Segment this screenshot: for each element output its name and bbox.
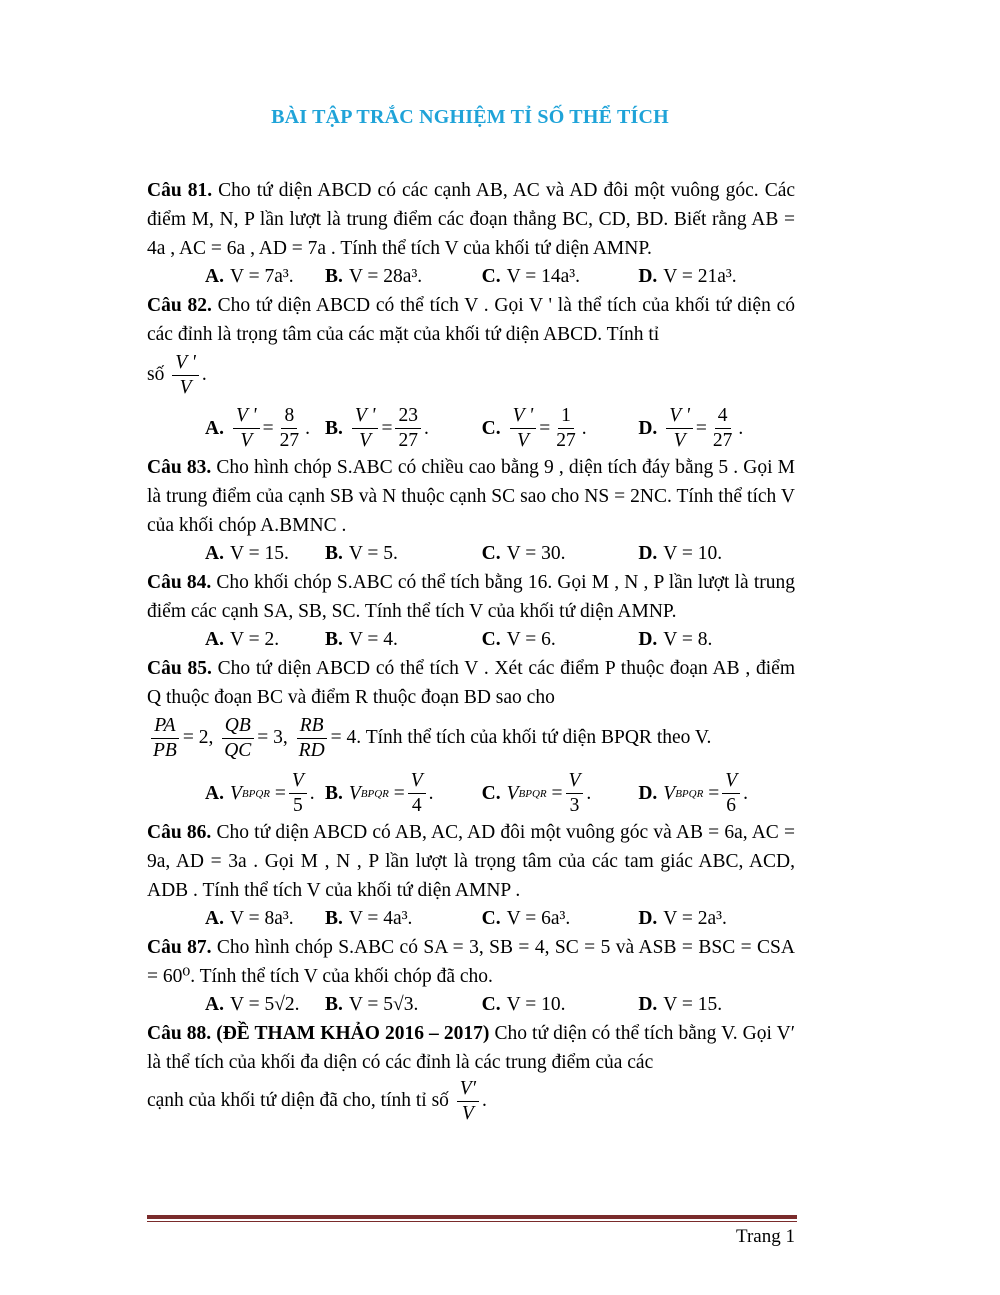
question-number: Câu 86. xyxy=(147,822,212,843)
question-number: Câu 85. xyxy=(147,658,212,679)
answer-options xyxy=(147,626,795,654)
answer-c[interactable]: C. $\frac{V '}{V}$ = $\frac{1}{27}$ . xyxy=(481,405,587,451)
question-text: Cho tứ diện ABCD có các cạnh AB, AC và AD đôi một vuông góc. Các điểm M, N, P lần lượt là trung điểm các đoạn thẳng BC, CD, BD. Biết rằng AB = 4a , AC = 6a , AD = 7a . Tính thể tích V của khối tứ diện AMNP. xyxy=(147,180,796,259)
question-81 xyxy=(147,176,795,263)
answer-b[interactable]: B. V = 4a³. xyxy=(324,908,413,929)
page-number: Trang 1 xyxy=(736,1226,795,1247)
question-83 xyxy=(147,453,795,540)
answer-a[interactable]: A. $\frac{V '}{V}$ = $\frac{8}{27}$ . xyxy=(205,405,310,451)
fraction: $\frac{V'}{V}$ xyxy=(457,1077,479,1126)
question-text: Cho tứ diện ABCD có AB, AC, AD đôi một vuông góc và AB = 6a, AC = 9a, AD = 3a . Gọi M , N , P lần lượt là trọng tâm của các tam giác ABC, ACD, ADB . Tính thể tích V của khối tứ diện AMNP . xyxy=(147,822,795,901)
question-number: Câu 81. xyxy=(147,180,213,201)
question-text: Cho tứ diện ABCD có thể tích V . Xét các điểm P thuộc đoạn AB , điểm Q thuộc đoạn BC và điểm R thuộc đoạn BD sao cho xyxy=(147,658,795,708)
answer-b[interactable]: B. V BPQR = $\frac{V}{4}$ . xyxy=(324,770,434,816)
answer-b[interactable]: B. V = 4. xyxy=(324,629,398,650)
answer-c[interactable]: C. V = 30. xyxy=(481,543,566,564)
fraction: $\frac{V '}{V}$ xyxy=(172,351,199,400)
question-text: Cho hình chóp S.ABC có SA = 3, SB = 4, SC = 5 và ASB = BSC = CSA = 60⁰. Tính thể tích V của khối chóp đã cho. xyxy=(147,937,795,987)
answer-d[interactable]: D. V = 21a³. xyxy=(638,266,737,287)
answer-b[interactable]: B. $\frac{V '}{V}$ = $\frac{23}{27}$ . xyxy=(324,405,429,451)
question-85-condition: $\frac{PA}{PB}$ = 2, $\frac{QB}{QC}$ = 3, $\frac{RB}{RD}$ = 4. Tính thể tích của khối tứ diện BPQR theo V. xyxy=(153,715,712,761)
question-84 xyxy=(147,568,795,626)
question-85 xyxy=(147,654,795,712)
answer-c[interactable]: C. V = 10. xyxy=(481,994,566,1015)
question-number: Câu 87. xyxy=(147,937,212,958)
question-87 xyxy=(147,933,795,991)
question-82 xyxy=(147,291,795,349)
answer-b[interactable]: B. V = 5√3. xyxy=(324,994,419,1015)
footer-divider xyxy=(147,1215,797,1219)
answer-a[interactable]: A. V BPQR = $\frac{V}{5}$ . xyxy=(205,770,315,816)
answer-a[interactable]: A. V = 15. xyxy=(205,543,289,564)
answer-c[interactable]: C. V BPQR = $\frac{V}{3}$ . xyxy=(481,770,592,816)
question-88 xyxy=(147,1019,795,1077)
answer-options xyxy=(147,263,795,291)
question-number: Câu 82. xyxy=(147,295,212,316)
question-number: Câu 83. xyxy=(147,457,212,478)
answer-c[interactable]: C. V = 6. xyxy=(481,629,556,650)
document-title: BÀI TẬP TRẮC NGHIỆM TỈ SỐ THỂ TÍCH xyxy=(271,106,669,128)
question-text: Cho tứ diện có thể tích bằng V. Gọi V′ là thể tích của khối đa diện có các đỉnh là các trung điểm của các xyxy=(147,1023,796,1073)
question-text: Cho hình chóp S.ABC có chiều cao bằng 9 , diện tích đáy bằng 5 . Gọi M là trung điểm của cạnh SB và N thuộc cạnh SC sao cho NS = 2NC. Tính thể tích V của khối chóp A.BMNC . xyxy=(147,457,795,536)
answer-a[interactable]: A. V = 8a³. xyxy=(205,908,294,929)
footer-divider-thin xyxy=(147,1221,797,1222)
answer-b[interactable]: B. V = 28a³. xyxy=(324,266,423,287)
answer-d[interactable]: D. V = 15. xyxy=(638,994,723,1015)
answer-d[interactable]: D. V = 8. xyxy=(638,629,713,650)
answer-d[interactable]: D. V BPQR = $\frac{V}{6}$ . xyxy=(638,770,748,816)
answer-a[interactable]: A. V = 5√2. xyxy=(205,994,300,1015)
answer-d[interactable]: D. V = 10. xyxy=(638,543,723,564)
answer-a[interactable]: A. V = 2. xyxy=(205,629,280,650)
answer-options xyxy=(147,905,795,933)
answer-options xyxy=(147,991,795,1019)
question-86 xyxy=(147,818,795,905)
answer-d[interactable]: D. V = 2a³. xyxy=(638,908,727,929)
question-list xyxy=(147,176,795,1126)
answer-options xyxy=(147,540,795,568)
answer-options xyxy=(147,769,795,818)
answer-b[interactable]: B. V = 5. xyxy=(324,543,398,564)
question-text: Cho tứ diện ABCD có thể tích V . Gọi V ' là thể tích của khối tứ diện có các đỉnh là trọng tâm của các mặt của khối tứ diện ABCD. Tính tỉ xyxy=(147,295,795,345)
question-88-ratio: cạnh của khối tứ diện đã cho, tính tỉ số $\frac{V'}{V}$ . xyxy=(147,1078,487,1124)
question-82-ratio: số $\frac{V '}{V}$ . xyxy=(147,352,207,398)
answer-c[interactable]: C. V = 14a³. xyxy=(481,266,580,287)
question-text: Cho khối chóp S.ABC có thể tích bằng 16. Gọi M , N , P lần lượt là trung điểm các cạnh SA, SB, SC. Tính thể tích V của khối tứ diện AMNP. xyxy=(147,572,795,622)
answer-options xyxy=(147,404,795,453)
question-number: Câu 88. (ĐỀ THAM KHẢO 2016 – 2017) xyxy=(147,1023,490,1044)
answer-d[interactable]: D. $\frac{V '}{V}$ = $\frac{4}{27}$ . xyxy=(638,405,744,451)
question-number: Câu 84. xyxy=(147,572,212,593)
answer-a[interactable]: A. V = 7a³. xyxy=(205,266,294,287)
answer-c[interactable]: C. V = 6a³. xyxy=(481,908,571,929)
